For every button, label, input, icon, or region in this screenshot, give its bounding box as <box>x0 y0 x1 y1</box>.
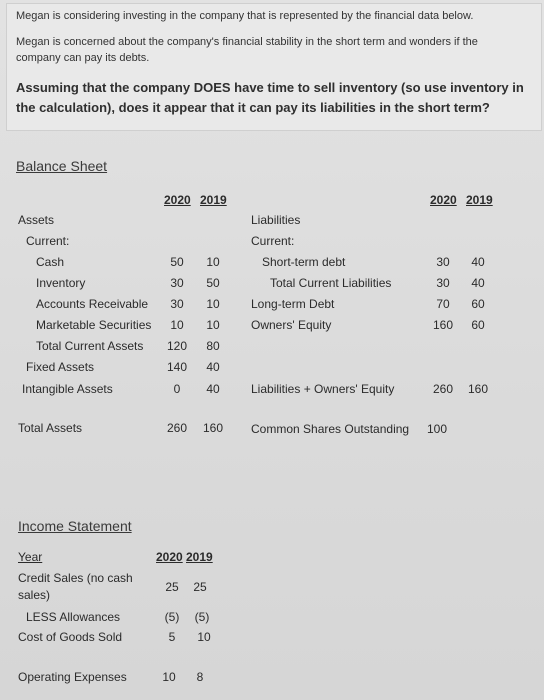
asset-row-label: Inventory <box>36 276 86 290</box>
liability-row-2020: 70 <box>436 297 450 311</box>
liability-row-2020: 30 <box>436 276 450 290</box>
income-row-label-cont: sales) <box>18 588 51 602</box>
income-row-2019: 10 <box>197 630 211 644</box>
assets-header: Assets <box>18 213 55 227</box>
intro-line-1: Megan is considering investing in the company that is represented by the financial data below. <box>16 10 474 22</box>
liabilities-year-2019: 2019 <box>466 193 493 207</box>
total-assets-2019: 160 <box>202 421 224 435</box>
asset-row-label: Total Current Assets <box>36 339 144 353</box>
intro-line-2: Megan is concerned about the company's financial stability in the short term and wonders if the <box>16 36 478 48</box>
question-line-2: the calculation), does it appear that it can pay its liabilities in the short term? <box>16 100 490 115</box>
assets-year-2020: 2020 <box>164 193 191 207</box>
assets-current-label: Current: <box>26 234 70 248</box>
liabilities-equity-total-2019: 160 <box>467 382 489 396</box>
liability-row-2019: 40 <box>471 255 485 269</box>
assets-year-2019: 2019 <box>200 193 227 207</box>
asset-row-label: Fixed Assets <box>26 360 95 374</box>
income-row-label: Operating Expenses <box>18 670 127 684</box>
liabilities-current-label: Current: <box>251 234 295 248</box>
asset-row-2019: 50 <box>206 276 220 290</box>
income-row-2020: 25 <box>165 580 179 594</box>
liability-row-2019: 60 <box>471 318 485 332</box>
asset-row-2020: 10 <box>170 318 184 332</box>
income-row-2020: 5 <box>168 630 176 644</box>
total-assets-2020: 260 <box>166 421 188 435</box>
income-row-2019: 8 <box>196 670 204 684</box>
income-row-2019: 25 <box>193 580 207 594</box>
asset-row-2020: 0 <box>173 382 181 396</box>
question-line-1: Assuming that the company DOES have time to sell inventory (so use inventory in <box>16 80 524 95</box>
asset-row-2019: 80 <box>206 339 220 353</box>
asset-row-label: Marketable Securities <box>36 318 152 332</box>
liability-row-label: Short-term debt <box>262 255 346 269</box>
income-year-2020: 2020 <box>156 550 183 564</box>
liability-row-2020: 160 <box>432 318 454 332</box>
income-year-2019: 2019 <box>186 550 213 564</box>
asset-row-2020: 50 <box>170 255 184 269</box>
asset-row-2019: 10 <box>206 297 220 311</box>
asset-row-2020: 30 <box>170 276 184 290</box>
asset-row-label: Intangible Assets <box>22 382 113 396</box>
income-row-label: Credit Sales (no cash <box>18 571 133 585</box>
income-row-label: Cost of Goods Sold <box>18 630 123 644</box>
asset-row-2019: 10 <box>206 318 220 332</box>
asset-row-2019: 40 <box>206 360 220 374</box>
liability-row-label: Total Current Liabilities <box>270 276 392 290</box>
asset-row-2019: 10 <box>206 255 220 269</box>
asset-row-2020: 30 <box>170 297 184 311</box>
income-row-2020: 10 <box>162 670 176 684</box>
liability-row-2019: 40 <box>471 276 485 290</box>
year-label: Year <box>18 550 43 564</box>
liabilities-equity-total-label: Liabilities + Owners' Equity <box>251 382 395 396</box>
balance-sheet-title: Balance Sheet <box>16 158 108 174</box>
common-shares-value: 100 <box>426 422 448 436</box>
income-row-2019: (5) <box>194 610 210 624</box>
liability-row-2019: 60 <box>471 297 485 311</box>
asset-row-label: Accounts Receivable <box>36 297 149 311</box>
liability-row-2020: 30 <box>436 255 450 269</box>
intro-line-3: company can pay its debts. <box>16 52 150 64</box>
asset-row-label: Cash <box>36 255 65 269</box>
liabilities-header: Liabilities <box>251 213 301 227</box>
income-statement-title: Income Statement <box>18 518 132 534</box>
asset-row-2019: 40 <box>206 382 220 396</box>
asset-row-2020: 140 <box>166 360 188 374</box>
liabilities-year-2020: 2020 <box>430 193 457 207</box>
liability-row-label: Long-term Debt <box>251 297 335 311</box>
liability-row-label: Owners' Equity <box>251 318 332 332</box>
asset-row-2020: 120 <box>166 339 188 353</box>
income-row-label: LESS Allowances <box>26 610 121 624</box>
total-assets-label: Total Assets <box>18 421 83 435</box>
liabilities-equity-total-2020: 260 <box>432 382 454 396</box>
common-shares-label: Common Shares Outstanding <box>251 422 410 436</box>
income-row-2020: (5) <box>164 610 180 624</box>
